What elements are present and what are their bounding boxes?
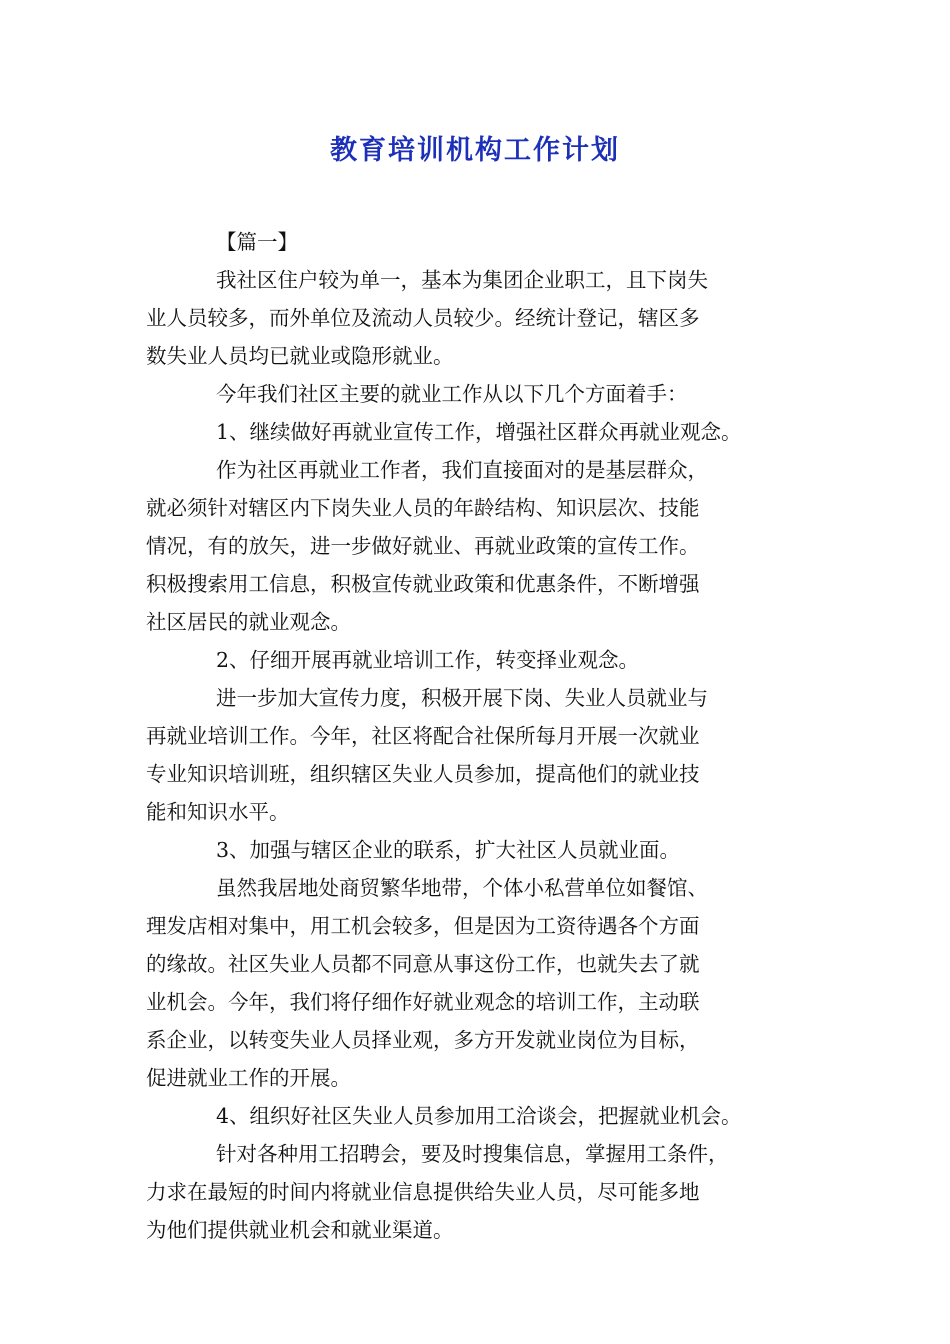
text-line: 就必须针对辖区内下岗失业人员的年龄结构、知识层次、技能 [146,496,700,520]
text-line: 进一步加大宣传力度，积极开展下岗、失业人员就业与 [216,686,708,710]
text-line: 【篇一】 [216,230,298,254]
text-line: 力求在最短的时间内将就业信息提供给失业人员，尽可能多地 [146,1180,700,1204]
text-line: 社区居民的就业观念。 [146,610,351,634]
text-line: 的缘故。社区失业人员都不同意从事这份工作，也就失去了就 [146,952,700,976]
text-line: 专业知识培训班，组织辖区失业人员参加，提高他们的就业技 [146,762,700,786]
text-line: 针对各种用工招聘会，要及时搜集信息，掌握用工条件， [216,1142,729,1166]
text-line: 业人员较多，而外单位及流动人员较少。经统计登记，辖区多 [146,306,700,330]
document-body [146,223,826,1249]
text-line: 促进就业工作的开展。 [146,1066,351,1090]
text-line: 系企业，以转变失业人员择业观，多方开发就业岗位为目标， [146,1028,700,1052]
text-line: 能和知识水平。 [146,800,290,824]
text-line: 数失业人员均已就业或隐形就业。 [146,344,454,368]
text-line: 积极搜索用工信息，积极宣传就业政策和优惠条件，不断增强 [146,572,700,596]
text-line: 1、继续做好再就业宣传工作，增强社区群众再就业观念。 [216,420,742,444]
text-line: 今年我们社区主要的就业工作从以下几个方面着手： [216,382,688,406]
text-line: 理发店相对集中，用工机会较多，但是因为工资待遇各个方面 [146,914,700,938]
document-title: 教育培训机构工作计划 [330,135,620,166]
text-line: 2、仔细开展再就业培训工作，转变择业观念。 [216,648,640,672]
text-line: 我社区住户较为单一，基本为集团企业职工，且下岗失 [216,268,708,292]
text-line: 再就业培训工作。今年，社区将配合社保所每月开展一次就业 [146,724,700,748]
text-line: 虽然我居地处商贸繁华地带，个体小私营单位如餐馆、 [216,876,708,900]
text-line: 业机会。今年，我们将仔细作好就业观念的培训工作，主动联 [146,990,700,1014]
text-line: 情况，有的放矢，进一步做好就业、再就业政策的宣传工作。 [146,534,700,558]
text-line: 4、组织好社区失业人员参加用工洽谈会，把握就业机会。 [216,1104,742,1128]
text-line: 3、加强与辖区企业的联系，扩大社区人员就业面。 [216,838,681,862]
text-line: 为他们提供就业机会和就业渠道。 [146,1218,454,1242]
text-line: 作为社区再就业工作者，我们直接面对的是基层群众， [216,458,708,482]
